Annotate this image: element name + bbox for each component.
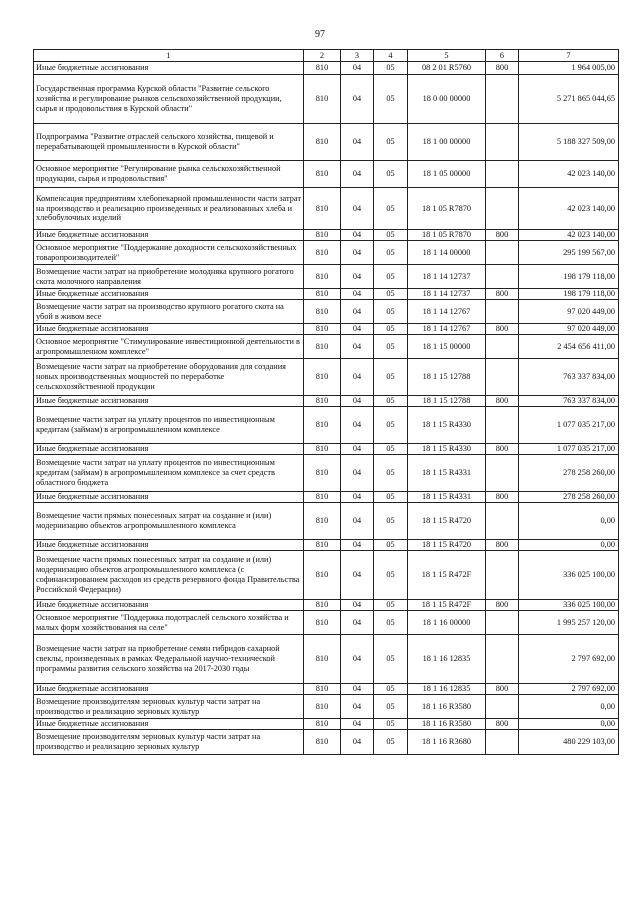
section-code-cell: 810 xyxy=(304,241,341,265)
table-row xyxy=(34,289,619,300)
subsection-code-cell: 05 xyxy=(374,695,408,719)
expense-type-cell xyxy=(486,455,519,492)
subsection-code-cell: 05 xyxy=(374,600,408,611)
chapter-code-cell: 04 xyxy=(341,230,374,241)
subsection-code-cell: 05 xyxy=(374,396,408,407)
header-cell: 2 xyxy=(304,50,341,62)
target-article-cell: 18 1 14 12767 xyxy=(408,300,486,324)
table-row xyxy=(34,396,619,407)
target-article-cell: 18 1 15 12788 xyxy=(408,396,486,407)
amount-cell: 1 077 035 217,00 xyxy=(519,444,619,455)
target-article-cell: 18 1 16 R3580 xyxy=(408,719,486,730)
expense-type-cell xyxy=(486,241,519,265)
row-name-cell: Иные бюджетные ассигнования xyxy=(34,444,304,455)
table-row xyxy=(34,730,619,755)
subsection-code-cell: 05 xyxy=(374,611,408,635)
chapter-code-cell: 04 xyxy=(341,551,374,600)
section-code-cell: 810 xyxy=(304,359,341,396)
target-article-cell: 18 1 15 R4331 xyxy=(408,455,486,492)
amount-cell: 0,00 xyxy=(519,540,619,551)
target-article-cell: 18 1 05 00000 xyxy=(408,161,486,188)
table-row xyxy=(34,335,619,359)
expense-type-cell: 800 xyxy=(486,396,519,407)
row-name-cell: Основное мероприятие "Поддержание доходности сельскохозяйственных товаропроизводителей" xyxy=(34,241,304,265)
section-code-cell: 810 xyxy=(304,635,341,684)
table-header-row xyxy=(34,50,619,62)
expense-type-cell xyxy=(486,503,519,540)
target-article-cell: 18 1 15 R4720 xyxy=(408,503,486,540)
row-name-cell: Возмещение части затрат на приобретение оборудования для создания новых производственных мощностей по переработке сельскохозяйственной продукции xyxy=(34,359,304,396)
target-article-cell: 18 1 15 R4330 xyxy=(408,444,486,455)
table-row xyxy=(34,635,619,684)
subsection-code-cell: 05 xyxy=(374,492,408,503)
amount-cell: 763 337 834,00 xyxy=(519,396,619,407)
chapter-code-cell: 04 xyxy=(341,695,374,719)
expense-type-cell xyxy=(486,551,519,600)
table-row xyxy=(34,359,619,396)
expense-type-cell: 800 xyxy=(486,230,519,241)
expense-type-cell xyxy=(486,730,519,755)
target-article-cell: 18 1 15 R472F xyxy=(408,551,486,600)
table-row xyxy=(34,188,619,230)
chapter-code-cell: 04 xyxy=(341,635,374,684)
table-row xyxy=(34,230,619,241)
amount-cell: 763 337 834,00 xyxy=(519,359,619,396)
row-name-cell: Основное мероприятие "Регулирование рынка сельскохозяйственной продукции, сырья и продовольствия" xyxy=(34,161,304,188)
chapter-code-cell: 04 xyxy=(341,324,374,335)
amount-cell: 97 020 449,00 xyxy=(519,300,619,324)
chapter-code-cell: 04 xyxy=(341,359,374,396)
amount-cell: 198 179 118,00 xyxy=(519,289,619,300)
row-name-cell: Иные бюджетные ассигнования xyxy=(34,719,304,730)
chapter-code-cell: 04 xyxy=(341,492,374,503)
target-article-cell: 18 1 16 R3580 xyxy=(408,695,486,719)
section-code-cell: 810 xyxy=(304,230,341,241)
section-code-cell: 810 xyxy=(304,62,341,75)
row-name-cell: Возмещение части затрат на уплату процентов по инвестиционным кредитам (займам) в агропромышленном комплексе за счет средств областного бюджета xyxy=(34,455,304,492)
expense-type-cell: 800 xyxy=(486,719,519,730)
subsection-code-cell: 05 xyxy=(374,241,408,265)
section-code-cell: 810 xyxy=(304,551,341,600)
expense-type-cell xyxy=(486,124,519,161)
table-row xyxy=(34,62,619,75)
expense-type-cell xyxy=(486,611,519,635)
chapter-code-cell: 04 xyxy=(341,62,374,75)
target-article-cell: 18 1 15 12788 xyxy=(408,359,486,396)
subsection-code-cell: 05 xyxy=(374,289,408,300)
row-name-cell: Возмещение части прямых понесенных затрат на создание и (или) модернизацию объектов агропромышленного комплекса xyxy=(34,503,304,540)
row-name-cell: Возмещение производителям зерновых культур части затрат на производство и реализацию зерновых культур xyxy=(34,730,304,755)
target-article-cell: 18 1 16 12835 xyxy=(408,635,486,684)
row-name-cell: Иные бюджетные ассигнования xyxy=(34,324,304,335)
table-row xyxy=(34,161,619,188)
row-name-cell: Иные бюджетные ассигнования xyxy=(34,540,304,551)
row-name-cell: Возмещение части затрат на производство крупного рогатого скота на убой в живом весе xyxy=(34,300,304,324)
row-name-cell: Иные бюджетные ассигнования xyxy=(34,492,304,503)
chapter-code-cell: 04 xyxy=(341,335,374,359)
row-name-cell: Иные бюджетные ассигнования xyxy=(34,600,304,611)
target-article-cell: 18 1 15 R472F xyxy=(408,600,486,611)
amount-cell: 295 199 567,00 xyxy=(519,241,619,265)
amount-cell: 2 797 692,00 xyxy=(519,635,619,684)
row-name-cell: Возмещение части затрат на приобретение семян гибридов сахарной свеклы, произведенных в рамках Федеральной научно-технической программы развития сельского хозяйства на 2017-2030 годы xyxy=(34,635,304,684)
target-article-cell: 08 2 01 R5760 xyxy=(408,62,486,75)
expense-type-cell: 800 xyxy=(486,600,519,611)
expense-type-cell xyxy=(486,407,519,444)
section-code-cell: 810 xyxy=(304,289,341,300)
chapter-code-cell: 04 xyxy=(341,289,374,300)
table-row xyxy=(34,241,619,265)
target-article-cell: 18 1 05 R7870 xyxy=(408,230,486,241)
subsection-code-cell: 05 xyxy=(374,335,408,359)
target-article-cell: 18 1 15 00000 xyxy=(408,335,486,359)
row-name-cell: Основное мероприятие "Поддержка подотраслей сельского хозяйства и малых форм хозяйствования на селе" xyxy=(34,611,304,635)
target-article-cell: 18 1 16 12835 xyxy=(408,684,486,695)
amount-cell: 0,00 xyxy=(519,719,619,730)
expense-type-cell xyxy=(486,695,519,719)
subsection-code-cell: 05 xyxy=(374,230,408,241)
table-row xyxy=(34,611,619,635)
amount-cell: 42 023 140,00 xyxy=(519,230,619,241)
amount-cell: 2 797 692,00 xyxy=(519,684,619,695)
subsection-code-cell: 05 xyxy=(374,324,408,335)
chapter-code-cell: 04 xyxy=(341,188,374,230)
subsection-code-cell: 05 xyxy=(374,124,408,161)
row-name-cell: Компенсация предприятиям хлебопекарной промышленности части затрат на производство и реализацию произведенных и реализованных хлеба и хлебобулочных изделий xyxy=(34,188,304,230)
expense-type-cell: 800 xyxy=(486,492,519,503)
chapter-code-cell: 04 xyxy=(341,265,374,289)
section-code-cell: 810 xyxy=(304,684,341,695)
row-name-cell: Возмещение части затрат на уплату процентов по инвестиционным кредитам (займам) в агропромышленном комплексе xyxy=(34,407,304,444)
expense-type-cell: 800 xyxy=(486,62,519,75)
target-article-cell: 18 1 14 12767 xyxy=(408,324,486,335)
section-code-cell: 810 xyxy=(304,335,341,359)
chapter-code-cell: 04 xyxy=(341,241,374,265)
subsection-code-cell: 05 xyxy=(374,444,408,455)
chapter-code-cell: 04 xyxy=(341,684,374,695)
target-article-cell: 18 1 16 R3680 xyxy=(408,730,486,755)
amount-cell: 5 271 865 044,65 xyxy=(519,75,619,124)
subsection-code-cell: 05 xyxy=(374,730,408,755)
subsection-code-cell: 05 xyxy=(374,300,408,324)
section-code-cell: 810 xyxy=(304,75,341,124)
header-cell: 5 xyxy=(408,50,486,62)
section-code-cell: 810 xyxy=(304,730,341,755)
expense-type-cell xyxy=(486,635,519,684)
table-row xyxy=(34,124,619,161)
amount-cell: 42 023 140,00 xyxy=(519,161,619,188)
target-article-cell: 18 0 00 00000 xyxy=(408,75,486,124)
amount-cell: 1 964 005,00 xyxy=(519,62,619,75)
header-cell: 4 xyxy=(374,50,408,62)
amount-cell: 336 025 100,00 xyxy=(519,551,619,600)
row-name-cell: Подпрограмма "Развитие отраслей сельского хозяйства, пищевой и перерабатывающей промышленности в Курской области" xyxy=(34,124,304,161)
section-code-cell: 810 xyxy=(304,188,341,230)
expense-type-cell: 800 xyxy=(486,324,519,335)
expense-type-cell: 800 xyxy=(486,684,519,695)
section-code-cell: 810 xyxy=(304,265,341,289)
table-row xyxy=(34,455,619,492)
chapter-code-cell: 04 xyxy=(341,161,374,188)
amount-cell: 1 077 035 217,00 xyxy=(519,407,619,444)
target-article-cell: 18 1 14 12737 xyxy=(408,289,486,300)
amount-cell: 5 188 327 509,00 xyxy=(519,124,619,161)
target-article-cell: 18 1 15 R4720 xyxy=(408,540,486,551)
section-code-cell: 810 xyxy=(304,540,341,551)
chapter-code-cell: 04 xyxy=(341,444,374,455)
expense-type-cell: 800 xyxy=(486,289,519,300)
expense-type-cell xyxy=(486,335,519,359)
table-row xyxy=(34,265,619,289)
amount-cell: 278 258 260,00 xyxy=(519,492,619,503)
expense-type-cell xyxy=(486,188,519,230)
row-name-cell: Иные бюджетные ассигнования xyxy=(34,62,304,75)
table-row xyxy=(34,407,619,444)
amount-cell: 0,00 xyxy=(519,503,619,540)
amount-cell: 0,00 xyxy=(519,695,619,719)
expense-type-cell xyxy=(486,265,519,289)
section-code-cell: 810 xyxy=(304,161,341,188)
budget-table xyxy=(33,49,619,755)
chapter-code-cell: 04 xyxy=(341,407,374,444)
amount-cell: 1 995 257 120,00 xyxy=(519,611,619,635)
section-code-cell: 810 xyxy=(304,492,341,503)
subsection-code-cell: 05 xyxy=(374,635,408,684)
chapter-code-cell: 04 xyxy=(341,503,374,540)
amount-cell: 480 229 103,00 xyxy=(519,730,619,755)
target-article-cell: 18 1 16 00000 xyxy=(408,611,486,635)
chapter-code-cell: 04 xyxy=(341,719,374,730)
table-row xyxy=(34,503,619,540)
table-row xyxy=(34,75,619,124)
row-name-cell: Иные бюджетные ассигнования xyxy=(34,230,304,241)
chapter-code-cell: 04 xyxy=(341,396,374,407)
target-article-cell: 18 1 00 00000 xyxy=(408,124,486,161)
subsection-code-cell: 05 xyxy=(374,188,408,230)
table-row xyxy=(34,492,619,503)
chapter-code-cell: 04 xyxy=(341,540,374,551)
chapter-code-cell: 04 xyxy=(341,730,374,755)
target-article-cell: 18 1 14 12737 xyxy=(408,265,486,289)
table-row xyxy=(34,695,619,719)
amount-cell: 198 179 118,00 xyxy=(519,265,619,289)
section-code-cell: 810 xyxy=(304,407,341,444)
section-code-cell: 810 xyxy=(304,600,341,611)
row-name-cell: Государственная программа Курской области "Развитие сельского хозяйства и регулирование рынков сельскохозяйственной продукции, сырья и продовольствия в Курской области" xyxy=(34,75,304,124)
target-article-cell: 18 1 14 00000 xyxy=(408,241,486,265)
section-code-cell: 810 xyxy=(304,503,341,540)
row-name-cell: Возмещение части затрат на приобретение молодняка крупного рогатого скота молочного направления xyxy=(34,265,304,289)
table-row xyxy=(34,551,619,600)
table-row xyxy=(34,600,619,611)
page-number: 97 xyxy=(315,29,325,40)
subsection-code-cell: 05 xyxy=(374,540,408,551)
subsection-code-cell: 05 xyxy=(374,75,408,124)
amount-cell: 42 023 140,00 xyxy=(519,188,619,230)
subsection-code-cell: 05 xyxy=(374,684,408,695)
subsection-code-cell: 05 xyxy=(374,265,408,289)
section-code-cell: 810 xyxy=(304,396,341,407)
expense-type-cell: 800 xyxy=(486,444,519,455)
section-code-cell: 810 xyxy=(304,444,341,455)
row-name-cell: Иные бюджетные ассигнования xyxy=(34,396,304,407)
header-cell: 1 xyxy=(34,50,304,62)
section-code-cell: 810 xyxy=(304,611,341,635)
chapter-code-cell: 04 xyxy=(341,600,374,611)
target-article-cell: 18 1 15 R4330 xyxy=(408,407,486,444)
expense-type-cell xyxy=(486,161,519,188)
subsection-code-cell: 05 xyxy=(374,161,408,188)
target-article-cell: 18 1 15 R4331 xyxy=(408,492,486,503)
row-name-cell: Возмещение производителям зерновых культур части затрат на производство и реализацию зерновых культур xyxy=(34,695,304,719)
table-row xyxy=(34,684,619,695)
subsection-code-cell: 05 xyxy=(374,455,408,492)
subsection-code-cell: 05 xyxy=(374,407,408,444)
expense-type-cell xyxy=(486,359,519,396)
amount-cell: 97 020 449,00 xyxy=(519,324,619,335)
chapter-code-cell: 04 xyxy=(341,124,374,161)
table-row xyxy=(34,540,619,551)
section-code-cell: 810 xyxy=(304,455,341,492)
section-code-cell: 810 xyxy=(304,695,341,719)
subsection-code-cell: 05 xyxy=(374,551,408,600)
chapter-code-cell: 04 xyxy=(341,611,374,635)
row-name-cell: Иные бюджетные ассигнования xyxy=(34,684,304,695)
section-code-cell: 810 xyxy=(304,719,341,730)
expense-type-cell xyxy=(486,75,519,124)
row-name-cell: Возмещение части прямых понесенных затрат на создание и (или) модернизацию объектов агропромышленного комплекса (с софинансированием расходов из средств резервного фонда Правительства Российской Федерации) xyxy=(34,551,304,600)
section-code-cell: 810 xyxy=(304,124,341,161)
table-row xyxy=(34,444,619,455)
table-row xyxy=(34,719,619,730)
subsection-code-cell: 05 xyxy=(374,503,408,540)
chapter-code-cell: 04 xyxy=(341,455,374,492)
table-row xyxy=(34,300,619,324)
section-code-cell: 810 xyxy=(304,300,341,324)
target-article-cell: 18 1 05 R7870 xyxy=(408,188,486,230)
subsection-code-cell: 05 xyxy=(374,359,408,396)
amount-cell: 278 258 260,00 xyxy=(519,455,619,492)
expense-type-cell: 800 xyxy=(486,540,519,551)
row-name-cell: Иные бюджетные ассигнования xyxy=(34,289,304,300)
table-row xyxy=(34,324,619,335)
header-cell: 3 xyxy=(341,50,374,62)
chapter-code-cell: 04 xyxy=(341,75,374,124)
subsection-code-cell: 05 xyxy=(374,62,408,75)
chapter-code-cell: 04 xyxy=(341,300,374,324)
header-cell: 6 xyxy=(486,50,519,62)
amount-cell: 2 454 656 411,00 xyxy=(519,335,619,359)
expense-type-cell xyxy=(486,300,519,324)
amount-cell: 336 025 100,00 xyxy=(519,600,619,611)
section-code-cell: 810 xyxy=(304,324,341,335)
header-cell: 7 xyxy=(519,50,619,62)
subsection-code-cell: 05 xyxy=(374,719,408,730)
row-name-cell: Основное мероприятие "Стимулирование инвестиционной деятельности в агропромышленном комплексе" xyxy=(34,335,304,359)
